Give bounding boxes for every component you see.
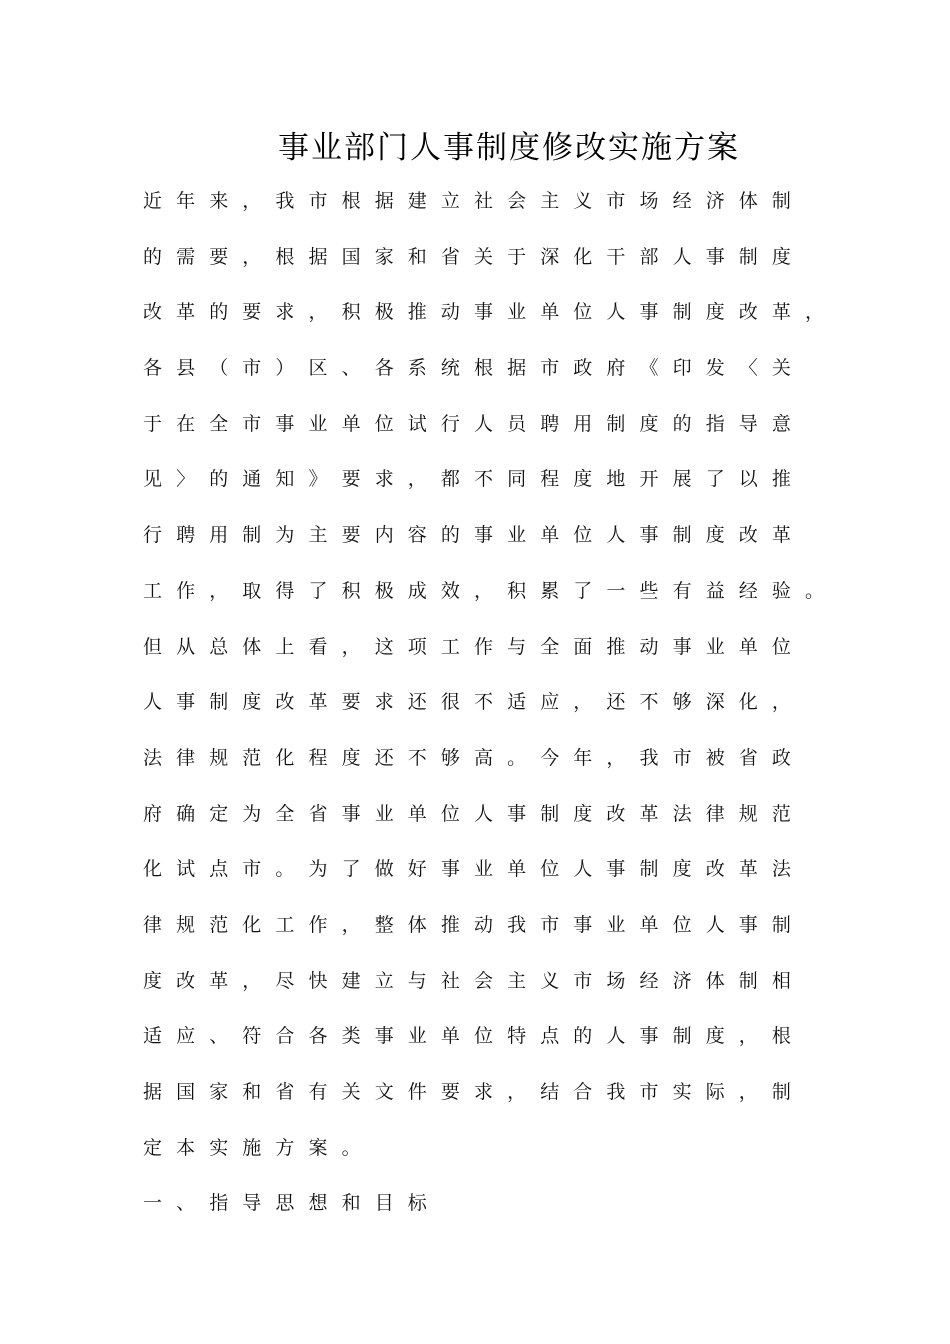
text-line: 的需要，根据国家和省关于深化干部人事制度 xyxy=(143,245,806,268)
text-line: 改革的要求，积极推动事业单位人事制度改革， xyxy=(143,301,839,324)
text-line: 于在全市事业单位试行人员聘用制度的指导意 xyxy=(143,412,806,435)
text-line: 化试点市。为了做好事业单位人事制度改革法 xyxy=(143,858,806,881)
text-line: 据国家和省有关文件要求，结合我市实际，制 xyxy=(143,1081,806,1103)
text-line: 但从总体上看，这项工作与全面推动事业单位 xyxy=(143,635,806,658)
text-line: 人事制度改革要求还很不适应，还不够深化， xyxy=(143,691,806,714)
text-line: 府确定为全省事业单位人事制度改革法律规范 xyxy=(143,802,806,825)
section-heading: 一、指导思想和目标 xyxy=(143,1192,441,1215)
text-line: 各县（市）区、各系统根据市政府《印发〈关 xyxy=(143,357,806,380)
text-line: 适应、符合各类事业单位特点的人事制度，根 xyxy=(143,1025,806,1048)
text-line: 定本实施方案。 xyxy=(143,1136,375,1159)
document-title: 事业部门人事制度修改实施方案 xyxy=(278,130,740,166)
text-line: 工作，取得了积极成效，积累了一些有益经验。 xyxy=(143,579,839,602)
text-line: 度改革，尽快建立与社会主义市场经济体制相 xyxy=(143,969,806,992)
text-line: 见〉的通知》要求，都不同程度地开展了以推 xyxy=(143,468,806,491)
text-line: 律规范化工作，整体推动我市事业单位人事制 xyxy=(143,913,806,936)
text-line: 近年来，我市根据建立社会主义市场经济体制 xyxy=(143,190,806,212)
document-body xyxy=(143,176,843,1234)
text-line: 行聘用制为主要内容的事业单位人事制度改革 xyxy=(143,524,806,547)
text-line: 法律规范化程度还不够高。今年，我市被省政 xyxy=(143,746,806,769)
